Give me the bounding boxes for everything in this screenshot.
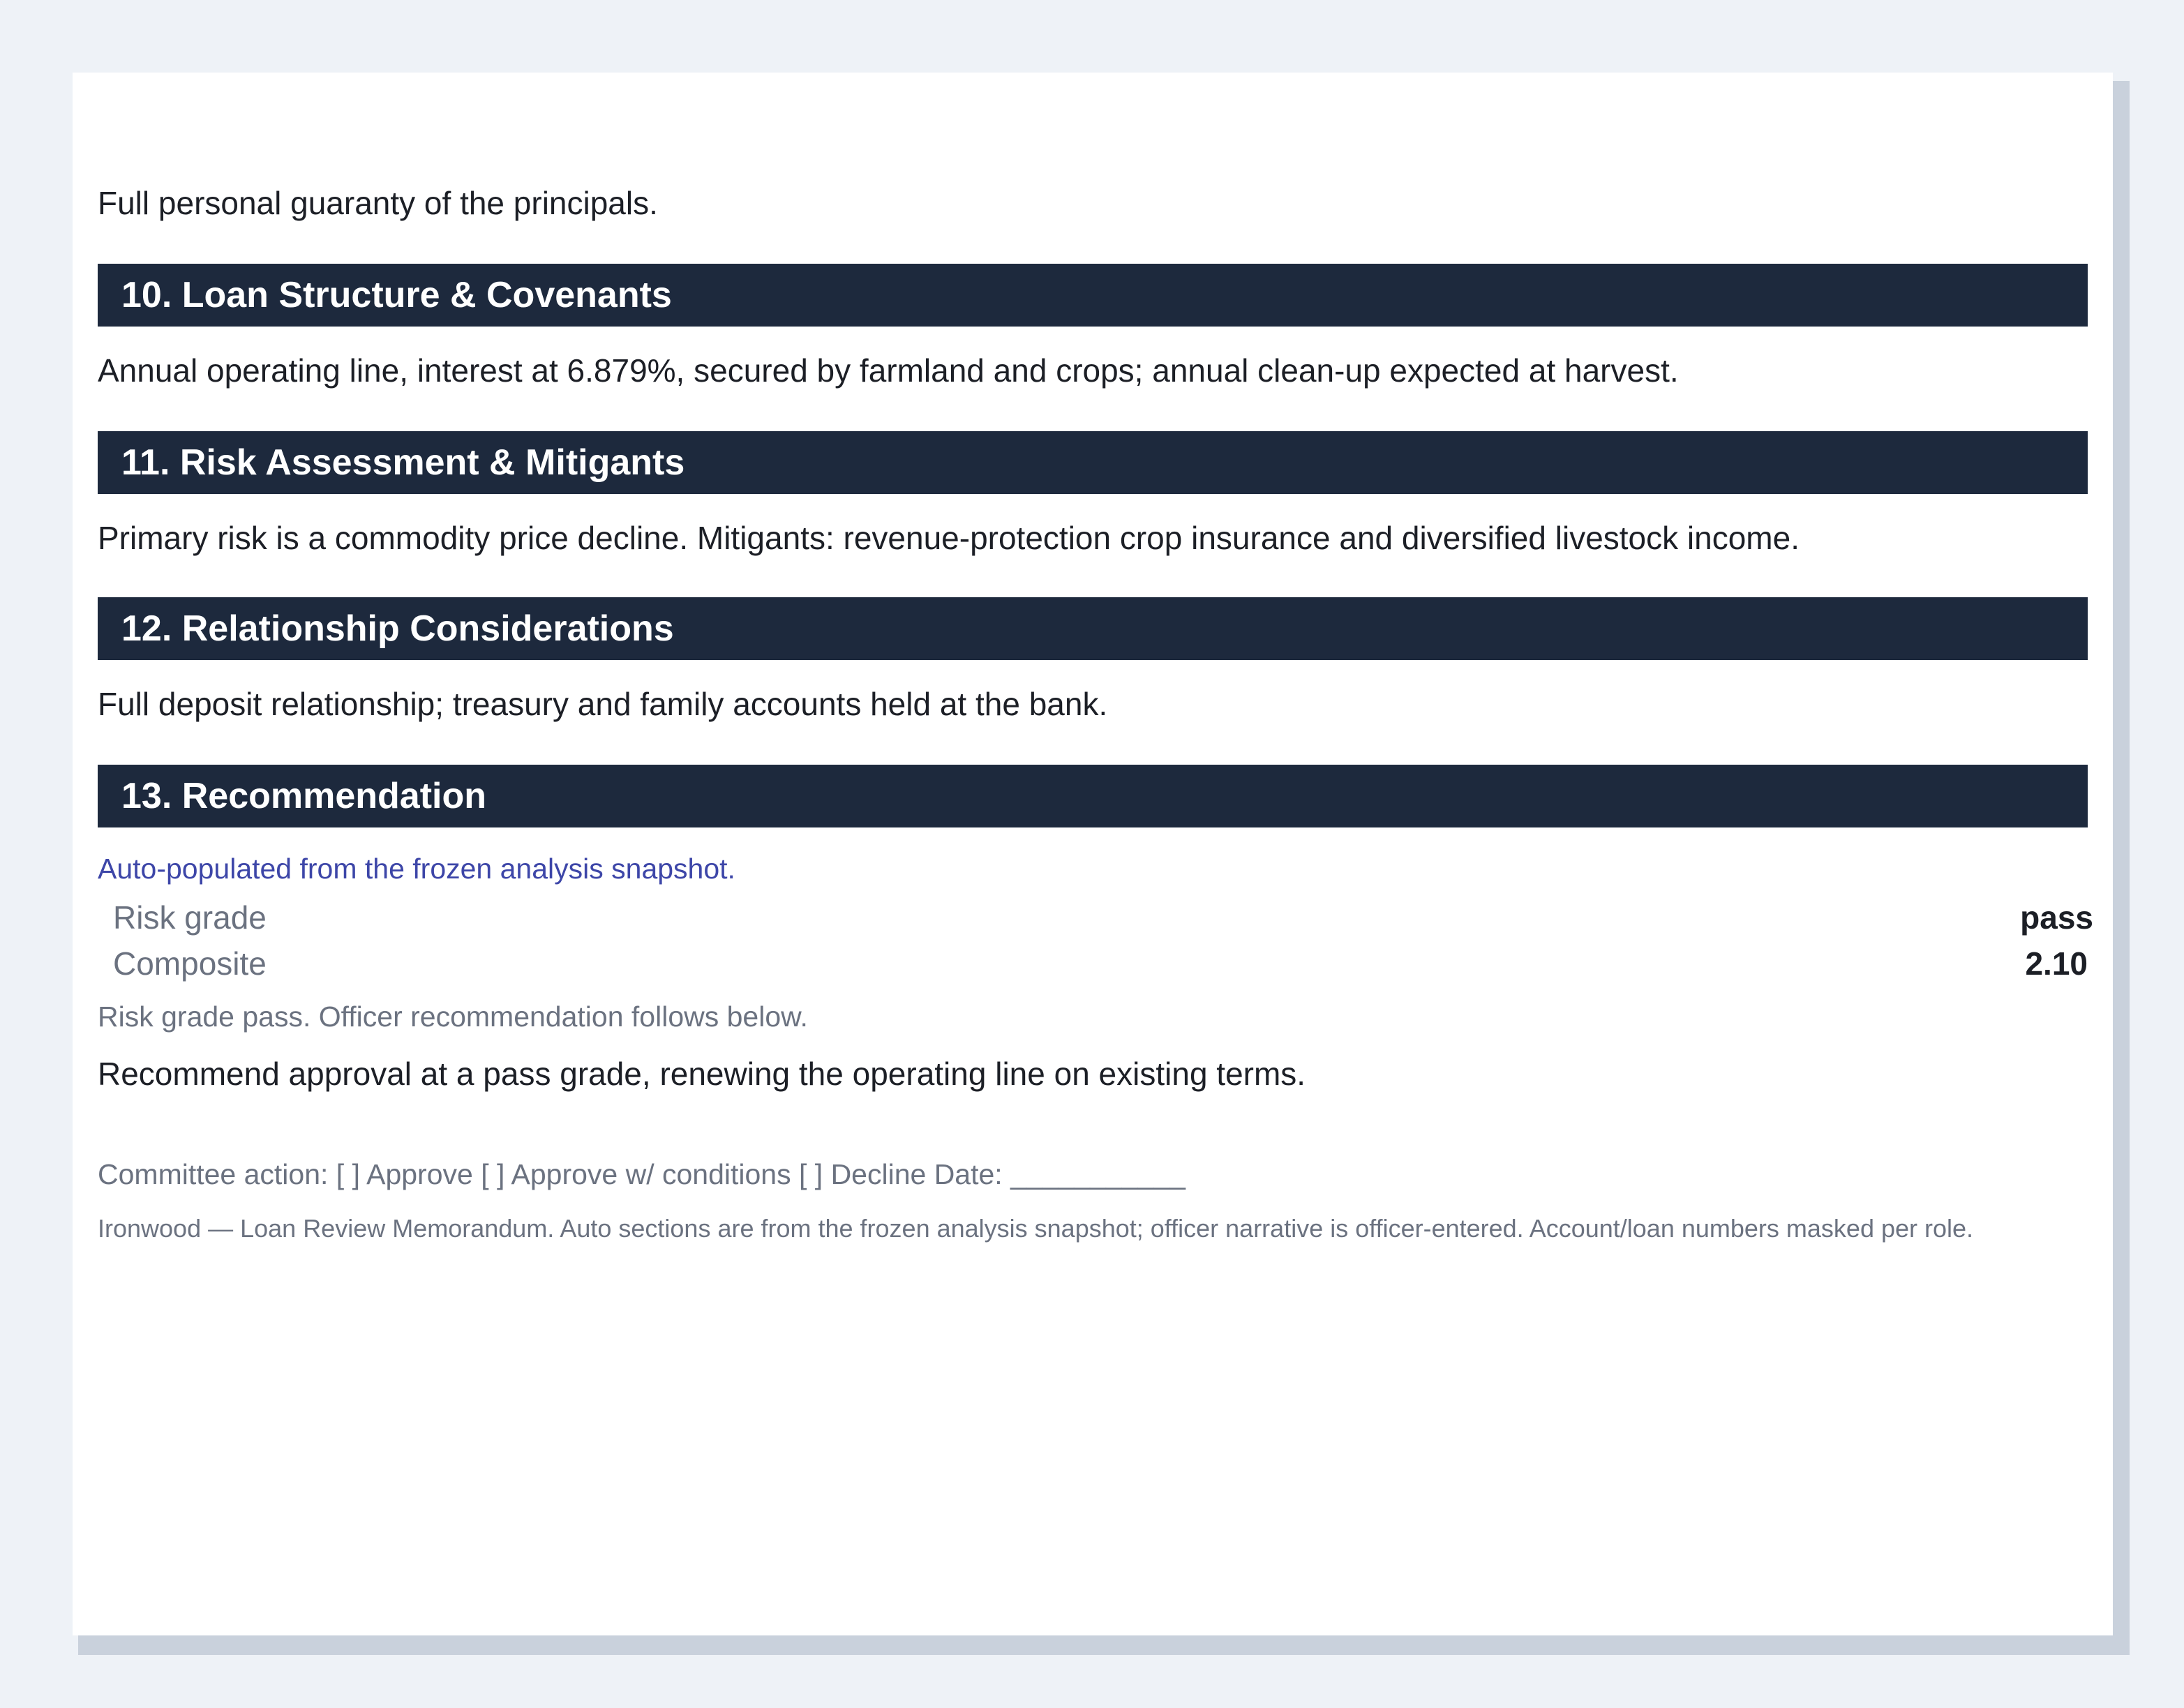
- section-body-loan-structure: Annual operating line, interest at 6.879%, secured by farmland and crops; annual clean-up expected at harvest.: [98, 352, 1679, 389]
- risk-grade-label: Risk grade: [113, 899, 267, 936]
- memo-page: [73, 73, 2113, 1635]
- section-body-risk-assessment: Primary risk is a commodity price decline. Mitigants: revenue-protection crop insurance and diversified livestock income.: [98, 520, 1800, 556]
- auto-populated-note: Auto-populated from the frozen analysis snapshot.: [98, 853, 735, 885]
- risk-grade-value: pass: [2020, 899, 2093, 936]
- composite-label: Composite: [113, 945, 267, 982]
- memo-footer-note: Ironwood — Loan Review Memorandum. Auto sections are from the frozen analysis snapshot; officer narrative is officer-entered. Account/loan numbers masked per role.: [98, 1214, 1974, 1243]
- officer-recommendation: Recommend approval at a pass grade, renewing the operating line on existing terms.: [98, 1056, 1306, 1092]
- committee-action-line: Committee action: [ ] Approve [ ] Approve w/ conditions [ ] Decline Date: ___________: [98, 1158, 1186, 1190]
- section-heading-relationship: 12. Relationship Considerations: [98, 597, 2088, 660]
- section-heading-recommendation: 13. Recommendation: [98, 765, 2088, 827]
- section-heading-risk-assessment: 11. Risk Assessment & Mitigants: [98, 431, 2088, 494]
- intro-text: Full personal guaranty of the principals.: [98, 185, 658, 221]
- section-heading-loan-structure: 10. Loan Structure & Covenants: [98, 264, 2088, 327]
- composite-value: 2.10: [2025, 945, 2088, 982]
- section-body-relationship: Full deposit relationship; treasury and family accounts held at the bank.: [98, 686, 1108, 722]
- risk-grade-note: Risk grade pass. Officer recommendation follows below.: [98, 1001, 808, 1033]
